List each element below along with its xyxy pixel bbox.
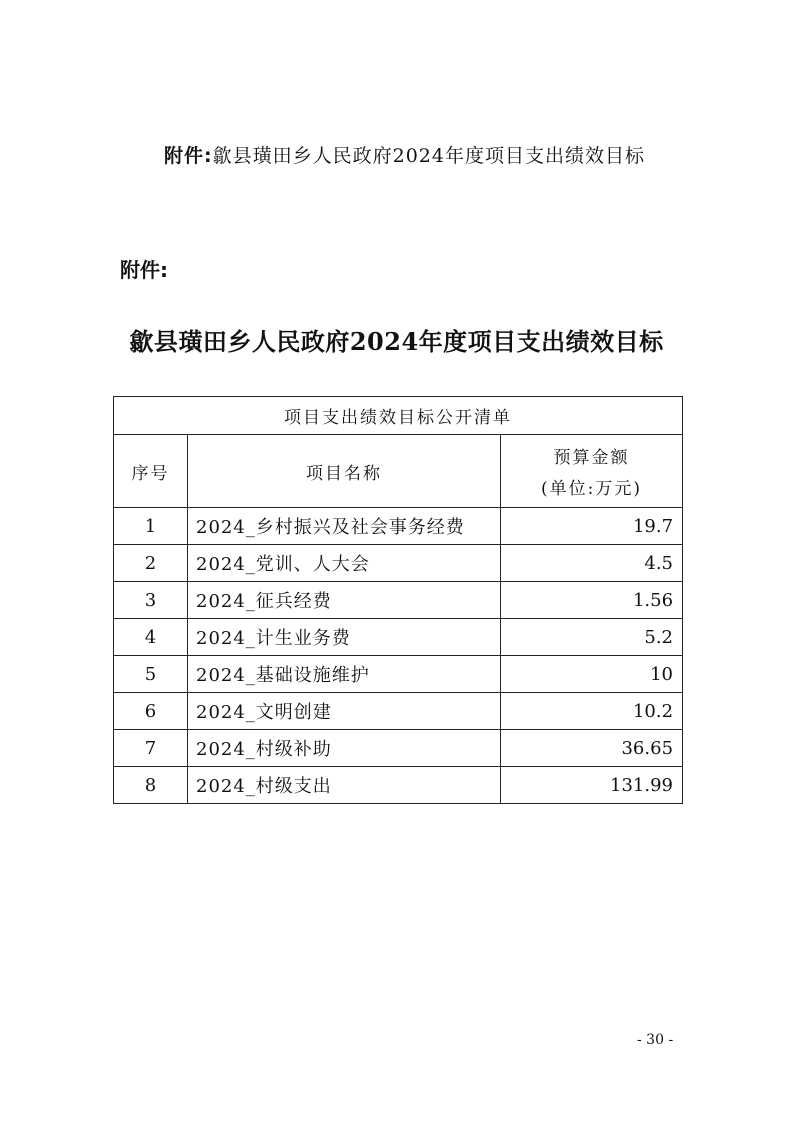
row-seq: 7 bbox=[114, 730, 188, 767]
table-caption: 项目支出绩效目标公开清单 bbox=[114, 397, 683, 435]
row-seq: 3 bbox=[114, 582, 188, 619]
row-amount: 19.7 bbox=[501, 508, 683, 545]
row-name: 2024_征兵经费 bbox=[188, 582, 501, 619]
table-row bbox=[114, 545, 683, 582]
table-header-row bbox=[114, 435, 683, 508]
table-caption-row bbox=[114, 397, 683, 435]
table-row bbox=[114, 767, 683, 804]
document-title: 歙县璜田乡人民政府2024年度项目支出绩效目标 bbox=[129, 327, 664, 356]
table-row bbox=[114, 582, 683, 619]
intro-label: 附件: bbox=[164, 145, 213, 167]
row-amount: 10 bbox=[501, 656, 683, 693]
row-seq: 4 bbox=[114, 619, 188, 656]
performance-target-table bbox=[113, 396, 683, 804]
table-row bbox=[114, 730, 683, 767]
header-amount-line2: (单位:万元) bbox=[541, 479, 642, 499]
row-name: 2024_村级支出 bbox=[188, 767, 501, 804]
table-row bbox=[114, 508, 683, 545]
row-amount: 5.2 bbox=[501, 619, 683, 656]
row-amount: 131.99 bbox=[501, 767, 683, 804]
row-name: 2024_计生业务费 bbox=[188, 619, 501, 656]
header-amount bbox=[501, 435, 683, 508]
table-row bbox=[114, 656, 683, 693]
row-seq: 6 bbox=[114, 693, 188, 730]
header-name: 项目名称 bbox=[188, 435, 501, 508]
table-row bbox=[114, 619, 683, 656]
intro-text: 歙县璜田乡人民政府2024年度项目支出绩效目标 bbox=[212, 145, 645, 167]
row-name: 2024_乡村振兴及社会事务经费 bbox=[188, 508, 501, 545]
row-name: 2024_村级补助 bbox=[188, 730, 501, 767]
row-seq: 8 bbox=[114, 767, 188, 804]
row-seq: 5 bbox=[114, 656, 188, 693]
row-amount: 36.65 bbox=[501, 730, 683, 767]
row-seq: 2 bbox=[114, 545, 188, 582]
page-number: - 30 - bbox=[637, 1032, 674, 1048]
row-seq: 1 bbox=[114, 508, 188, 545]
row-name: 2024_文明创建 bbox=[188, 693, 501, 730]
table-row bbox=[114, 693, 683, 730]
header-amount-line1: 预算金额 bbox=[553, 448, 630, 468]
row-amount: 10.2 bbox=[501, 693, 683, 730]
header-seq: 序号 bbox=[114, 435, 188, 508]
row-name: 2024_基础设施维护 bbox=[188, 656, 501, 693]
attachment-label: 附件: bbox=[120, 258, 168, 282]
row-amount: 4.5 bbox=[501, 545, 683, 582]
row-amount: 1.56 bbox=[501, 582, 683, 619]
row-name: 2024_党训、人大会 bbox=[188, 545, 501, 582]
intro-paragraph bbox=[120, 138, 680, 174]
